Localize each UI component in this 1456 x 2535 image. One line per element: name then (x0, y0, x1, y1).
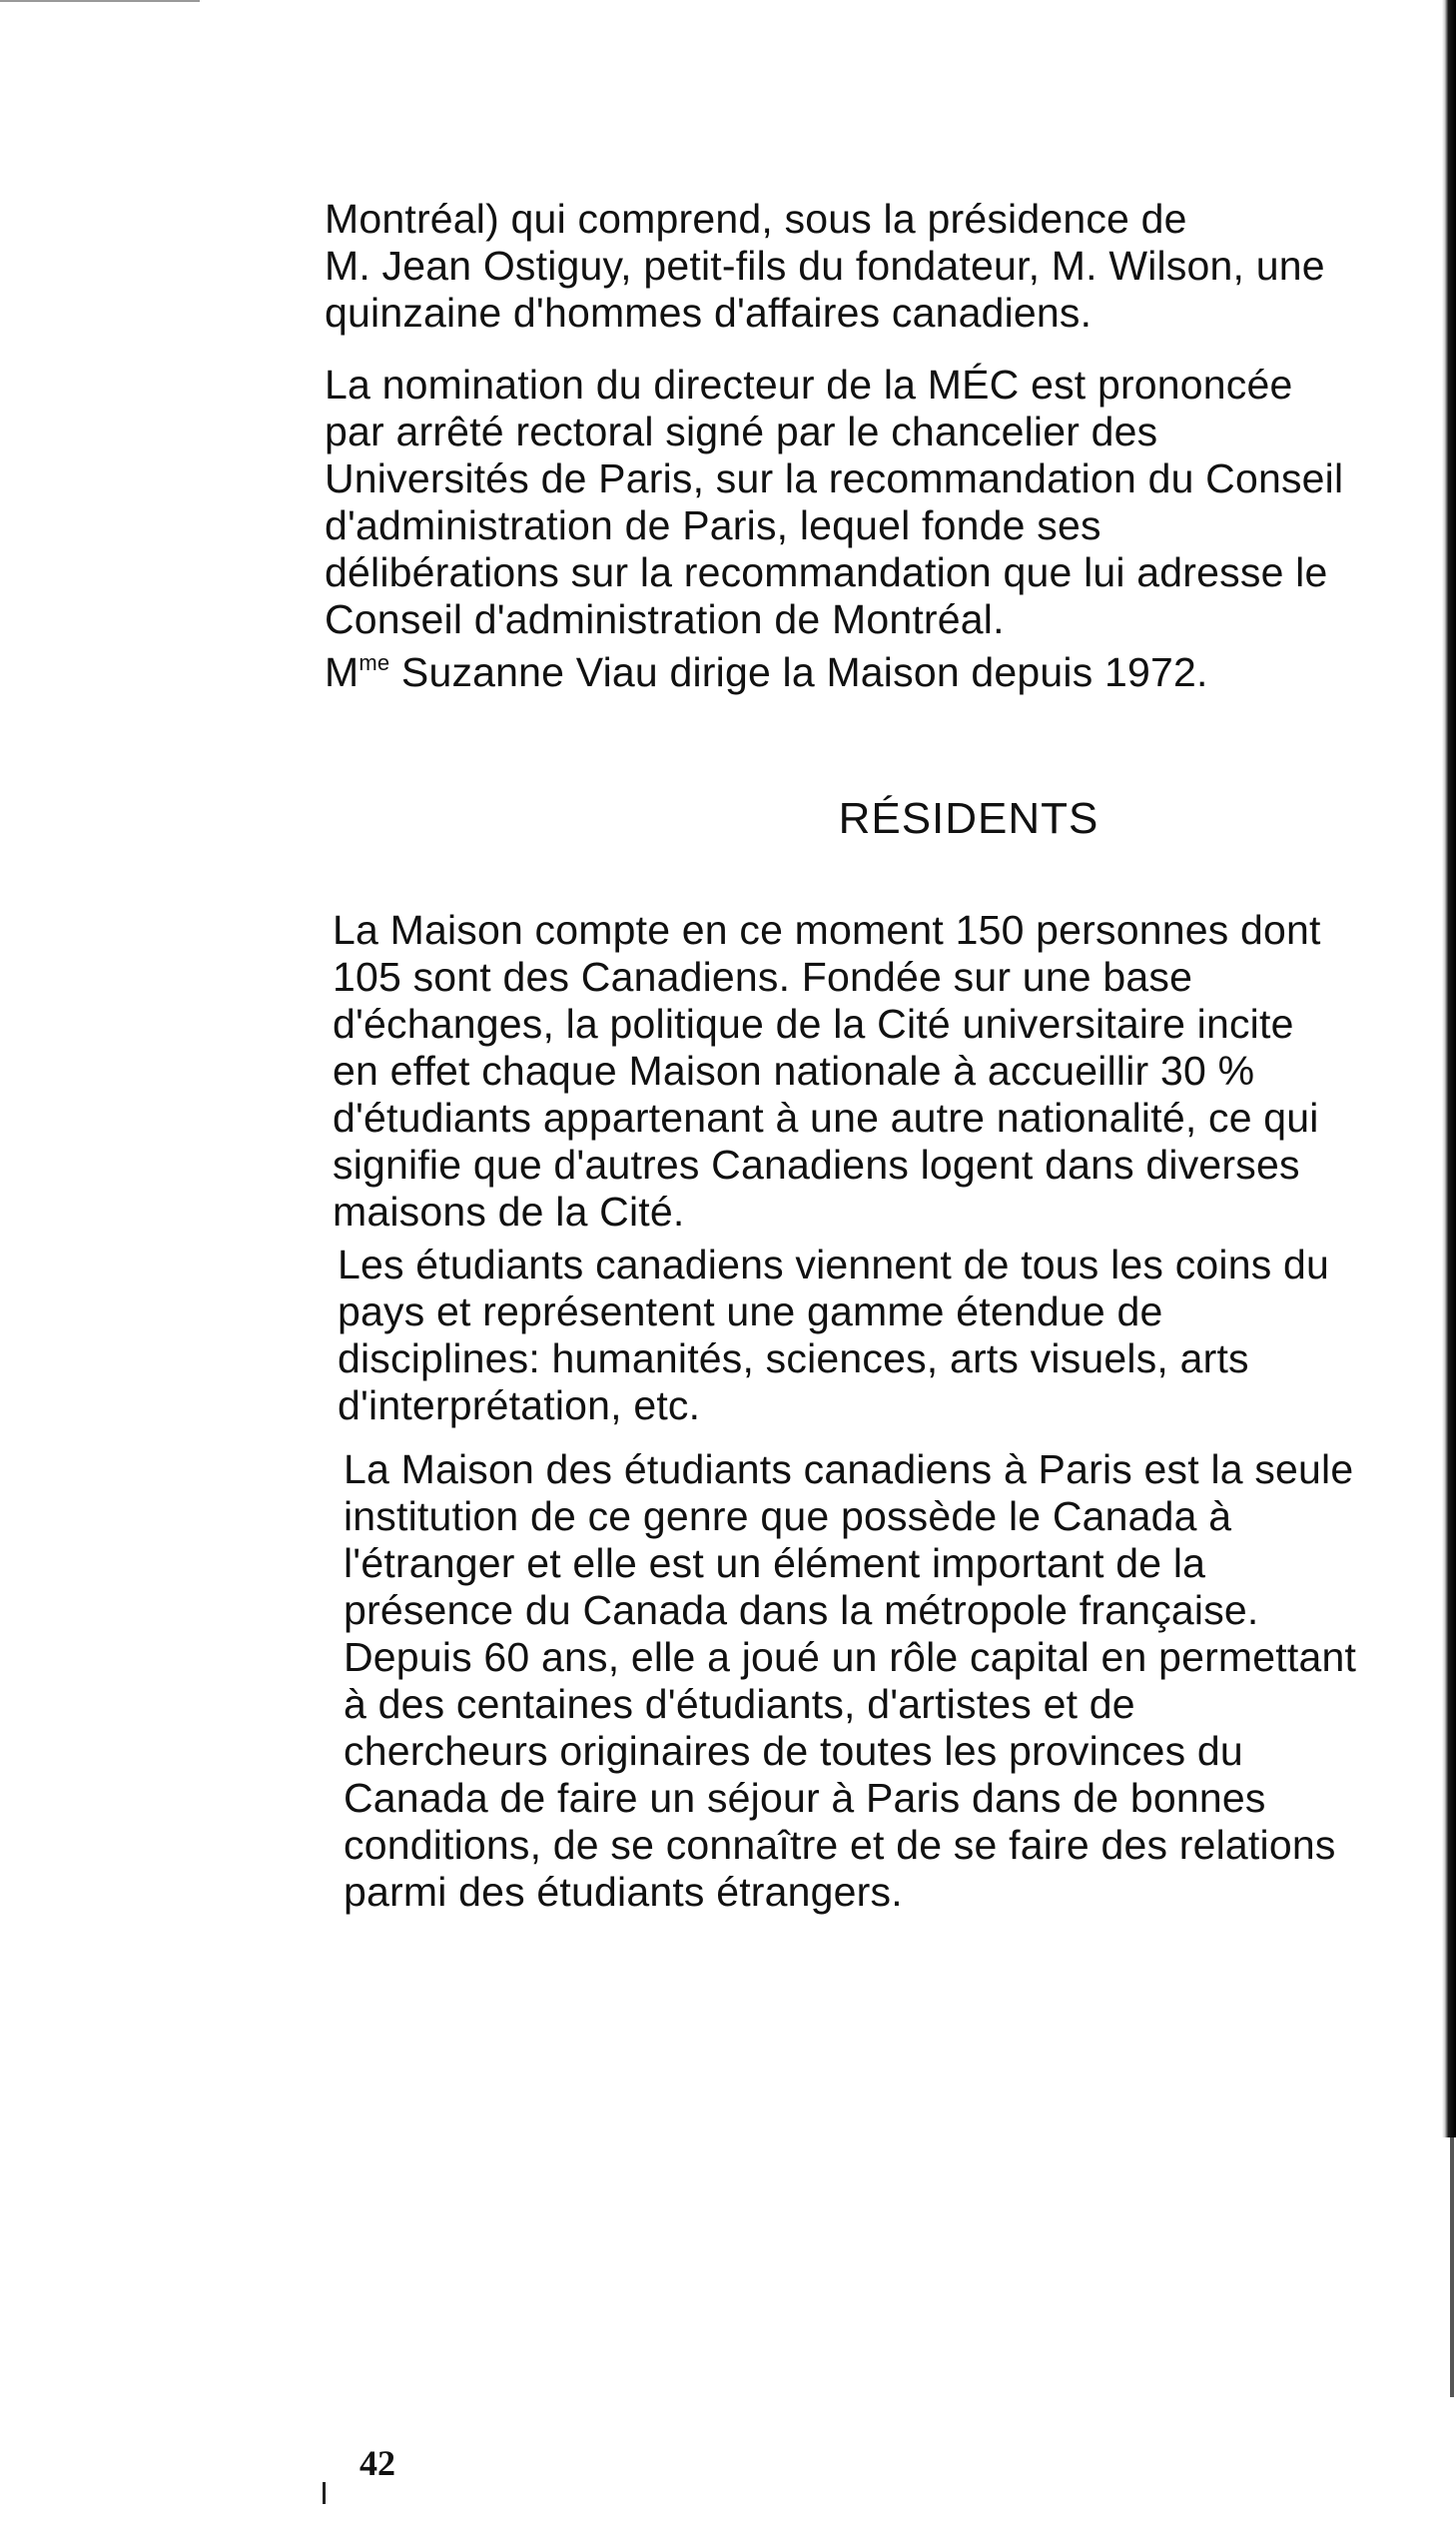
text-line: par arrêté rectoral signé par le chancelier des (325, 409, 1158, 454)
text-line: La Maison des étudiants canadiens à Paris est la seule (344, 1446, 1354, 1492)
text-line: délibérations sur la recommandation que lui adresse le (325, 549, 1328, 595)
text-line (325, 649, 1343, 696)
text-line: Conseil d'administration de Montréal. (325, 596, 1005, 642)
text-line: d'échanges, la politique de la Cité universitaire incite (333, 1001, 1294, 1047)
text-line: d'interprétation, etc. (338, 1382, 701, 1428)
text-line: Les étudiants canadiens viennent de tous les coins du (338, 1242, 1329, 1287)
text-line: parmi des étudiants étrangers. (344, 1869, 903, 1915)
text-line: signifie que d'autres Canadiens logent dans diverses (333, 1142, 1300, 1188)
binding-edge-tail (1450, 2137, 1454, 2397)
text-line: d'administration de Paris, lequel fonde ses (325, 502, 1101, 548)
page-number-tick (323, 2482, 326, 2504)
text-line: en effet chaque Maison nationale à accueillir 30 % (333, 1048, 1255, 1094)
text-line: d'étudiants appartenant à une autre nationalité, ce qui (333, 1095, 1319, 1141)
text-line: Canada de faire un séjour à Paris dans de bonnes (344, 1775, 1266, 1821)
text-line: Depuis 60 ans, elle a joué un rôle capital en permettant (344, 1634, 1357, 1680)
director-sentence: Suzanne Viau dirige la Maison depuis 1972. (389, 649, 1208, 695)
text-line: 105 sont des Canadiens. Fondée sur une base (333, 954, 1193, 1000)
text-line: l'étranger et elle est un élément important de la (344, 1540, 1206, 1586)
text-line: Montréal) qui comprend, sous la présidence de (325, 196, 1187, 242)
text-line: chercheurs originaires de toutes les provinces du (344, 1728, 1243, 1774)
honorific-prefix: M (325, 649, 360, 695)
section-heading: RÉSIDENTS (838, 794, 1099, 843)
paragraph-director-nomination (325, 362, 1343, 643)
top-edge-rule (0, 0, 200, 2)
text-line: pays et représentent une gamme étendue de (338, 1288, 1163, 1334)
text-line: La Maison compte en ce moment 150 personnes dont (333, 907, 1321, 953)
text-line: M. Jean Ostiguy, petit-fils du fondateur, M. Wilson, une (325, 243, 1325, 289)
text-line: à des centaines d'étudiants, d'artistes et de (344, 1681, 1135, 1727)
text-line: Universités de Paris, sur la recommandation du Conseil (325, 455, 1344, 501)
paragraph-board-composition (325, 196, 1343, 337)
page-number: 42 (360, 2443, 395, 2483)
text-line: quinzaine d'hommes d'affaires canadiens. (325, 290, 1092, 336)
binding-edge (1442, 0, 1456, 2137)
paragraph-student-disciplines (338, 1242, 1356, 1429)
honorific-superscript: me (359, 650, 390, 675)
paragraph-maison-role (344, 1446, 1362, 1916)
text-line: conditions, de se connaître et de se faire des relations (344, 1822, 1336, 1868)
text-line: maisons de la Cité. (333, 1189, 685, 1235)
text-line: La nomination du directeur de la MÉC est prononcée (325, 362, 1293, 408)
text-line: disciplines: humanités, sciences, arts visuels, arts (338, 1335, 1249, 1381)
paragraph-current-director (325, 649, 1343, 696)
text-line: institution de ce genre que possède le Canada à (344, 1493, 1232, 1539)
text-line: présence du Canada dans la métropole française. (344, 1587, 1259, 1633)
paragraph-residents-count (333, 907, 1351, 1236)
